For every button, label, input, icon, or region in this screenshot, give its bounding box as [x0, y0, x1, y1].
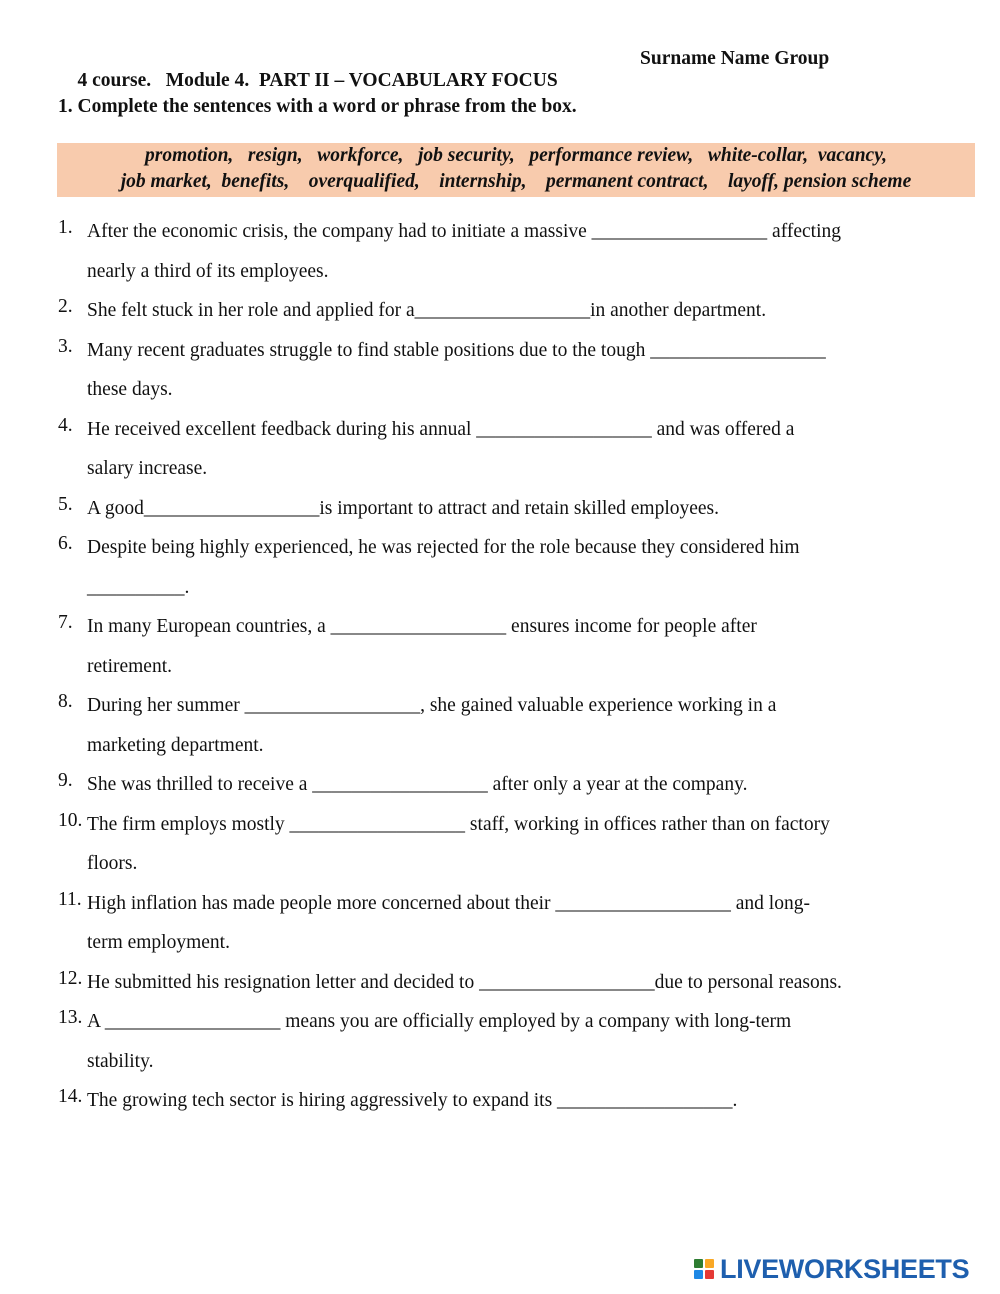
sentence-item [58, 217, 978, 296]
sentence-item [58, 336, 978, 415]
sentence-number: 8. [58, 691, 73, 712]
sentence-item [58, 889, 978, 968]
sentence-number: 9. [58, 770, 73, 791]
student-info-label: Surname Name Group [640, 48, 830, 69]
word-box-line-2: job market, benefits, overqualified, internship, permanent contract, layoff, pension scheme [120, 171, 912, 192]
sentence-text-line: nearly a third of its employees. [87, 260, 329, 282]
sentence-number: 6. [58, 533, 73, 554]
sentence-text-line: stability. [87, 1050, 154, 1072]
sentence-item [58, 612, 978, 691]
logo-text: LIVEWORKSHEETS [720, 1253, 970, 1284]
sentence-number: 11. [58, 888, 82, 910]
exercise-instruction: 1. Complete the sentences with a word or phrase from the box. [58, 96, 577, 117]
sentence-text-line: A __________________ means you are officially employed by a company with long-term [87, 1011, 792, 1032]
liveworksheets-logo-icon [694, 1259, 714, 1279]
course-module-title: 4 course. Module 4. PART II – VOCABULARY FOCUS [77, 70, 558, 91]
sentence-text-line: During her summer __________________, she gained valuable experience working in a [87, 695, 777, 716]
sentence-text-line: Despite being highly experienced, he was rejected for the role because they considered him [87, 537, 800, 558]
liveworksheets-logo [694, 1254, 994, 1284]
sentence-item [58, 1086, 978, 1126]
sentence-item [58, 691, 978, 770]
sentence-number: 4. [58, 414, 73, 436]
sentence-item [58, 810, 978, 889]
word-box [57, 143, 975, 197]
sentence-item [58, 415, 978, 494]
word-box-line-1: promotion, resign, workforce, job security, performance review, white-collar, vacancy, [144, 145, 888, 166]
sentence-number: 13. [58, 1007, 83, 1028]
sentence-item [58, 968, 978, 1008]
sentence-text-line: He received excellent feedback during his annual __________________ and was offered a [87, 418, 795, 440]
sentence-text-line: The firm employs mostly __________________ staff, working in offices rather than on factory [87, 813, 830, 835]
sentence-text-line: salary increase. [87, 458, 208, 479]
sentence-item [58, 1007, 978, 1086]
sentence-text-line: term employment. [87, 932, 230, 953]
sentence-number: 14. [58, 1086, 83, 1107]
sentence-text-line: these days. [87, 379, 173, 400]
sentence-number: 5. [58, 493, 73, 515]
sentence-text-line: She felt stuck in her role and applied for a__________________in another department. [87, 300, 767, 321]
sentence-text-line: He submitted his resignation letter and decided to __________________due to personal reasons. [87, 971, 842, 993]
sentence-text-line: High inflation has made people more concerned about their __________________ and long- [87, 892, 810, 914]
sentence-text-line: __________. [87, 576, 190, 598]
sentence-text-line: marketing department. [87, 734, 264, 756]
sentence-number: 10. [58, 809, 83, 831]
sentence-item [58, 296, 978, 336]
sentence-text-line: The growing tech sector is hiring aggressively to expand its __________________. [87, 1090, 738, 1111]
sentence-number: 1. [58, 217, 73, 238]
sentence-text-line: She was thrilled to receive a __________________ after only a year at the company. [87, 774, 748, 795]
sentence-item [58, 494, 978, 534]
sentence-text-line: After the economic crisis, the company had to initiate a massive __________________ affecting [87, 221, 841, 242]
sentence-number: 12. [58, 967, 83, 989]
sentence-text-line: A good__________________is important to attract and retain skilled employees. [87, 497, 720, 519]
sentence-number: 2. [58, 296, 73, 317]
sentence-number: 3. [58, 335, 73, 357]
sentence-number: 7. [58, 612, 73, 633]
sentence-text-line: floors. [87, 853, 138, 874]
sentence-text-line: retirement. [87, 655, 172, 677]
sentence-text-line: In many European countries, a __________________ ensures income for people after [87, 616, 757, 637]
sentence-list [58, 217, 978, 1126]
sentence-item [58, 770, 978, 810]
sentence-item [58, 533, 978, 612]
sentence-text-line: Many recent graduates struggle to find stable positions due to the tough __________________ [87, 339, 826, 361]
worksheet-header [58, 48, 978, 136]
